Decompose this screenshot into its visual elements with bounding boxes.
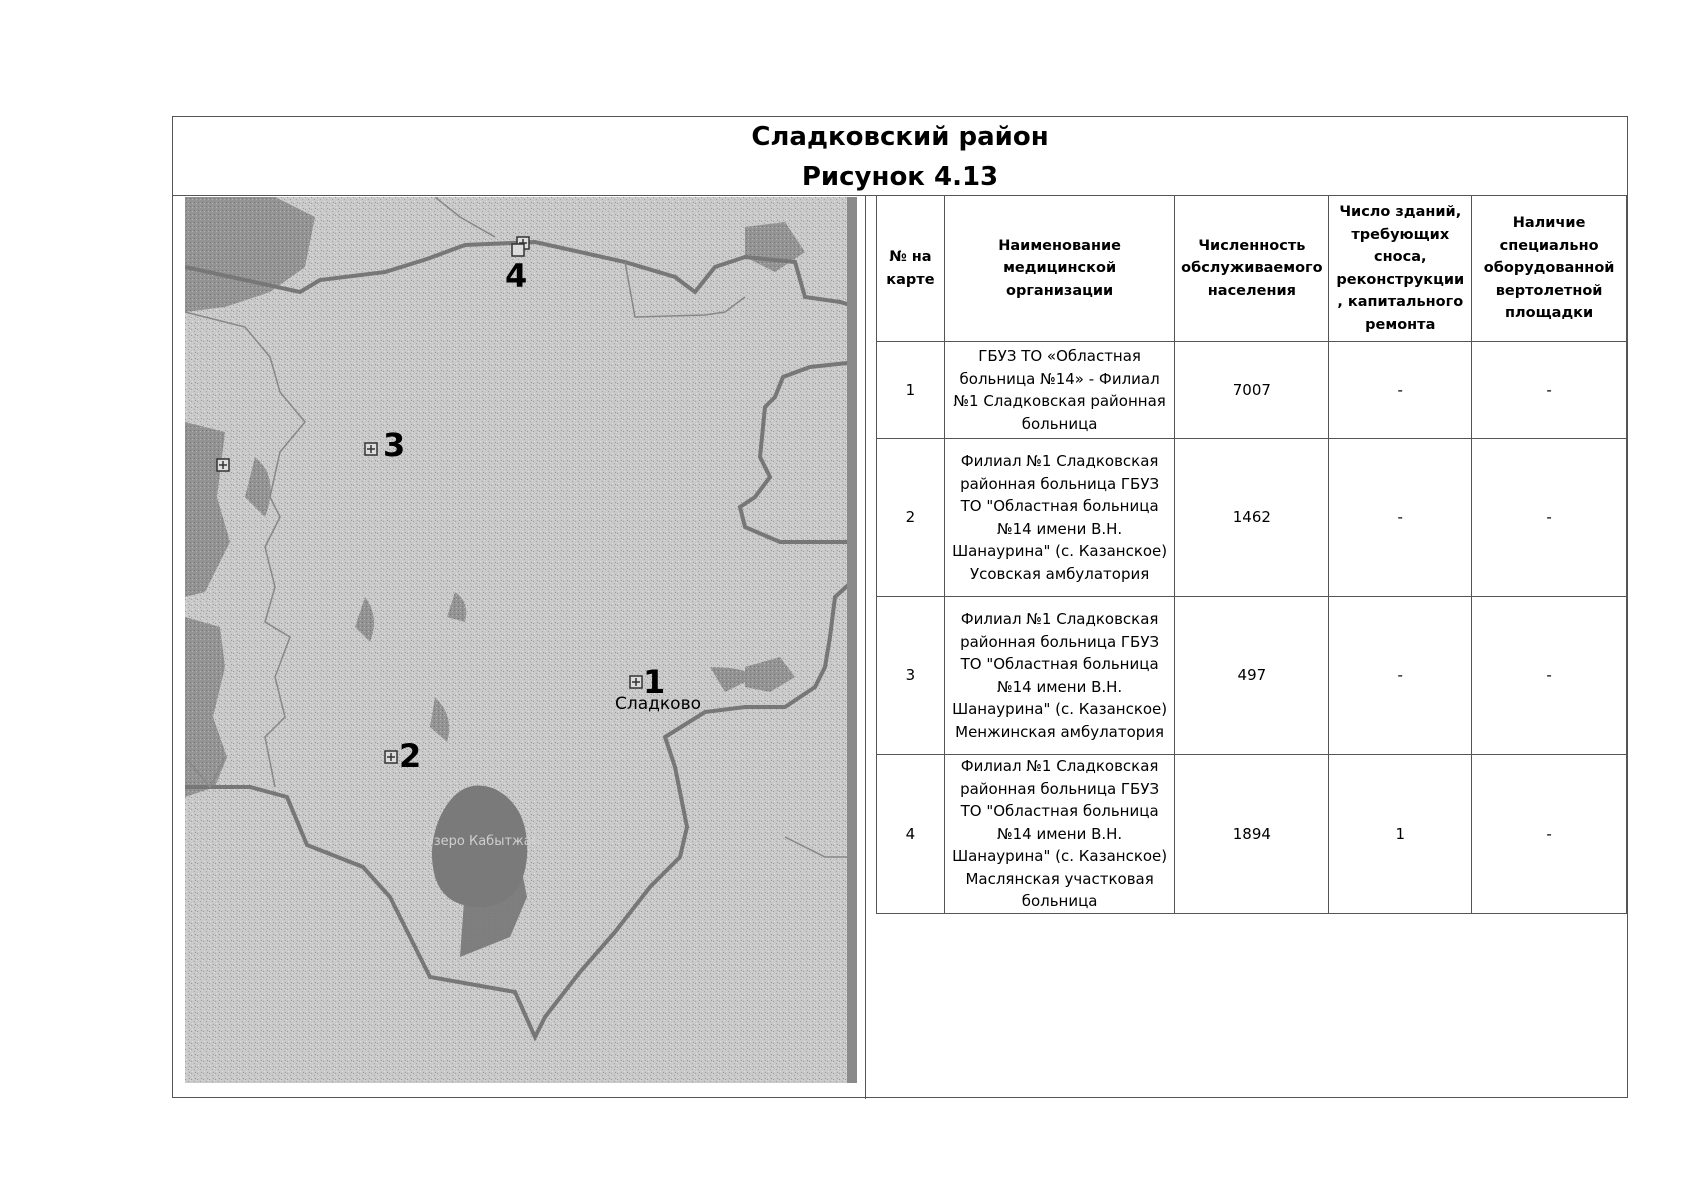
row-map-number: 3: [877, 597, 945, 755]
row-map-number: 1: [877, 342, 945, 439]
facilities-table: [876, 195, 1627, 914]
row-map-number: 2: [877, 439, 945, 597]
row-helipad: -: [1472, 439, 1627, 597]
map-edge-strip: [847, 197, 857, 1083]
row-helipad: -: [1472, 342, 1627, 439]
lake-label: озеро Кабытжан: [425, 834, 541, 849]
marker-1-label: 1: [643, 663, 666, 701]
marker-4-label: 4: [505, 257, 528, 295]
row-buildings: -: [1329, 597, 1472, 755]
header-helipad: Наличие специально оборудованной вертолетной площадки: [1472, 196, 1627, 342]
district-map[interactable]: [185, 197, 857, 1083]
marker-2-label: 2: [399, 737, 422, 775]
marker-3-label: 3: [383, 426, 406, 464]
row-helipad: -: [1472, 597, 1627, 755]
row-org-name: Филиал №1 Сладковская районная больница ГБУЗ ТО "Областная больница №14 имени В.Н. Шанаурина" (с. Казанское) Маслянская участковая больница: [944, 755, 1175, 914]
extra-marker-icon: [217, 459, 229, 471]
figure-caption: Рисунок 4.13: [801, 162, 999, 192]
title-block: [173, 117, 1627, 196]
row-buildings: -: [1329, 439, 1472, 597]
row-org-name: Филиал №1 Сладковская районная больница ГБУЗ ТО "Областная больница №14 имени В.Н. Шанаурина" (с. Казанское) Усовская амбулатория: [944, 439, 1175, 597]
row-helipad: -: [1472, 755, 1627, 914]
map-background: [185, 197, 857, 1083]
row-org-name: ГБУЗ ТО «Областная больница №14» - Филиал №1 Сладковская районная больница: [944, 342, 1175, 439]
marker-2-icon[interactable]: [385, 751, 397, 763]
row-buildings: 1: [1329, 755, 1472, 914]
header-org-name: Наименование медицинской организации: [944, 196, 1175, 342]
town-label: Сладково: [615, 694, 701, 714]
frame-divider: [865, 195, 866, 1099]
row-map-number: 4: [877, 755, 945, 914]
header-population: Численность обслуживаемого населения: [1175, 196, 1329, 342]
row-population: 497: [1175, 597, 1329, 755]
table-row: [877, 755, 1627, 914]
district-title: Сладковский район: [751, 122, 1049, 152]
marker-1-icon[interactable]: [630, 676, 642, 688]
map-canvas: [185, 197, 857, 1083]
row-buildings: -: [1329, 342, 1472, 439]
table-header-row: [877, 196, 1627, 342]
marker-3-icon[interactable]: [365, 443, 377, 455]
table-row: [877, 439, 1627, 597]
header-map-number: № на карте: [877, 196, 945, 342]
row-org-name: Филиал №1 Сладковская районная больница ГБУЗ ТО "Областная больница №14 имени В.Н. Шанаурина" (с. Казанское) Менжинская амбулатория: [944, 597, 1175, 755]
header-buildings: Число зданий, требующих сноса, реконструкции , капитального ремонта: [1329, 196, 1472, 342]
table-row: [877, 597, 1627, 755]
row-population: 7007: [1175, 342, 1329, 439]
figure-frame: [172, 116, 1628, 1098]
table-row: [877, 342, 1627, 439]
row-population: 1462: [1175, 439, 1329, 597]
row-population: 1894: [1175, 755, 1329, 914]
